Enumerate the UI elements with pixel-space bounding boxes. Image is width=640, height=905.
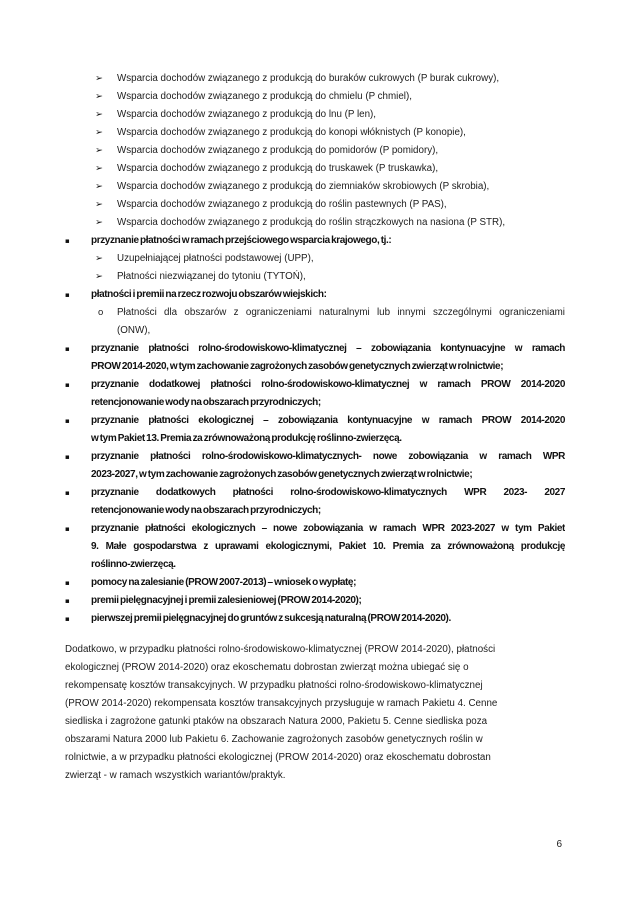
list-item-text (117, 106, 565, 124)
page-number: 6 (556, 839, 562, 850)
circle-bullet-icon: o (98, 307, 104, 318)
arrow-bullet-icon: ➢ (95, 91, 103, 102)
text-line: Wsparcia dochodów związanego z produkcją do buraków cukrowych (P burak cukrowy), (117, 73, 500, 84)
list-item-arrow (65, 250, 565, 268)
arrow-bullet-icon: ➢ (95, 181, 103, 192)
text-line: w tym Pakiet 13. Premia za zrównoważoną produkcję roślinno-zwierzęcą. (91, 433, 402, 444)
square-bullet-icon: ▪ (65, 579, 70, 587)
list-item-arrow (65, 88, 565, 106)
list-item-text (117, 304, 565, 340)
list-item-text (91, 448, 565, 484)
list-item-text (117, 88, 565, 106)
arrow-bullet-icon: ➢ (95, 145, 103, 156)
document-body (65, 70, 565, 785)
list-item-bullet (65, 232, 565, 250)
text-line: retencjonowanie wody na obszarach przyrodniczych; (91, 397, 321, 408)
arrow-bullet-icon: ➢ (95, 217, 103, 228)
square-bullet-icon: ▪ (65, 291, 70, 299)
arrow-bullet-icon: ➢ (95, 199, 103, 210)
text-line: przyznanie płatności rolno-środowiskowo-klimatycznej – zobowiązania kontynuacyjne w ramach (91, 343, 565, 354)
list-item-text (91, 232, 565, 250)
list-item-bullet (65, 484, 565, 520)
text-line: obszarami Natura 2000 lub Pakietu 6. Zachowanie zagrożonych zasobów genetycznych roślin w (65, 734, 483, 745)
text-line: Wsparcia dochodów związanego z produkcją do konopi włóknistych (P konopie), (117, 127, 466, 138)
list-item-arrow (65, 214, 565, 232)
text-line: Wsparcia dochodów związanego z produkcją do ziemniaków skrobiowych (P skrobia), (117, 181, 490, 192)
list-item-text (91, 376, 565, 412)
text-line: przyznanie płatności ekologicznych – nowe zobowiązania w ramach WPR 2023-2027 w tym Pakiet (91, 523, 565, 534)
list-item-bullet (65, 592, 565, 610)
arrow-bullet-icon: ➢ (95, 109, 103, 120)
text-line: 9. Małe gospodarstwa z uprawami ekologicznymi, Pakiet 10. Premia za zrównoważoną produkcję (91, 541, 565, 552)
list-item-bullet (65, 286, 565, 304)
list-item-arrow (65, 142, 565, 160)
text-line: Dodatkowo, w przypadku płatności rolno-środowiskowo-klimatycznej (PROW 2014-2020), płatności (65, 644, 496, 655)
text-line: retencjonowanie wody na obszarach przyrodniczych; (91, 505, 321, 516)
square-bullet-icon: ▪ (65, 597, 70, 605)
square-bullet-icon: ▪ (65, 525, 70, 533)
text-line: Wsparcia dochodów związanego z produkcją do pomidorów (P pomidory), (117, 145, 439, 156)
text-line: roślinno-zwierzęcą. (91, 559, 176, 570)
text-line: (PROW 2014-2020) rekompensata kosztów transakcyjnych przysługuje w ramach Pakietu 4. Cenne (65, 698, 498, 709)
list-item-text (91, 610, 565, 628)
list-item-text (117, 214, 565, 232)
list-item-text (91, 520, 565, 574)
text-line: 2023-2027, w tym zachowanie zagrożonych zasobów genetycznych zwierząt w rolnictwie; (91, 469, 473, 480)
list-item-text (91, 484, 565, 520)
text-line: premii pielęgnacyjnej i premii zalesieniowej (PROW 2014-2020); (91, 595, 362, 606)
text-line: płatności i premii na rzecz rozwoju obszarów wiejskich: (91, 289, 327, 300)
list-item-arrow (65, 178, 565, 196)
text-line: rolnictwie, a w przypadku płatności ekologicznej (PROW 2014-2020) oraz ekoschematu dobrostan (65, 752, 491, 763)
text-line: siedliska i zagrożone gatunki ptaków na obszarach Natura 2000, Pakietu 5. Cenne siedliska poza (65, 716, 488, 727)
list-item-text (117, 70, 565, 88)
text-line: PROW 2014-2020, w tym zachowanie zagrożonych zasobów genetycznych zwierząt w rolnictwie; (91, 361, 504, 372)
list-item-arrow (65, 70, 565, 88)
arrow-bullet-icon: ➢ (95, 253, 103, 264)
list-item-bullet (65, 340, 565, 376)
text-line: Płatności dla obszarów z ograniczeniami naturalnymi lub innymi szczególnymi ograniczeniami (117, 307, 565, 318)
text-line: zwierząt - w ramach wszystkich wariantów/praktyk. (65, 770, 286, 781)
list-item-text (117, 160, 565, 178)
list-item-text (117, 124, 565, 142)
list-item-text (91, 340, 565, 376)
list-item-text (117, 196, 565, 214)
list-item-bullet (65, 412, 565, 448)
text-line: Wsparcia dochodów związanego z produkcją do lnu (P len), (117, 109, 377, 120)
text-line: przyznanie płatności w ramach przejściowego wsparcia krajowego, tj.: (91, 235, 392, 246)
square-bullet-icon: ▪ (65, 417, 70, 425)
text-line: pierwszej premii pielęgnacyjnej do gruntów z sukcesją naturalną (PROW 2014-2020). (91, 613, 451, 624)
square-bullet-icon: ▪ (65, 489, 70, 497)
text-line: ekologicznej (PROW 2014-2020) oraz ekoschematu dobrostan zwierząt można ubiegać się o (65, 662, 469, 673)
arrow-bullet-icon: ➢ (95, 127, 103, 138)
text-line: Wsparcia dochodów związanego z produkcją do truskawek (P truskawka), (117, 163, 439, 174)
square-bullet-icon: ▪ (65, 615, 70, 623)
list-item-text (117, 268, 565, 286)
text-line: Wsparcia dochodów związanego z produkcją do roślin strączkowych na nasiona (P STR), (117, 217, 506, 228)
list-item-bullet (65, 376, 565, 412)
list-item-text (91, 592, 565, 610)
text-line: przyznanie dodatkowych płatności rolno-środowiskowo-klimatycznych WPR 2023- 2027 (91, 487, 565, 498)
list-item-arrow (65, 124, 565, 142)
list-item-arrow (65, 196, 565, 214)
list-item-arrow (65, 268, 565, 286)
list-item-text (91, 574, 565, 592)
text-line: przyznanie dodatkowej płatności rolno-środowiskowo-klimatycznej w ramach PROW 2014-2020 (91, 379, 565, 390)
text-line: Wsparcia dochodów związanego z produkcją do chmielu (P chmiel), (117, 91, 412, 102)
list-item-bullet (65, 574, 565, 592)
list-item-text (117, 250, 565, 268)
square-bullet-icon: ▪ (65, 237, 70, 245)
list-item-text (91, 286, 565, 304)
list-item-bullet (65, 610, 565, 628)
text-line: Wsparcia dochodów związanego z produkcją do roślin pastewnych (P PAS), (117, 199, 447, 210)
list-item-text (117, 178, 565, 196)
text-line: Uzupełniającej płatności podstawowej (UPP), (117, 253, 314, 264)
arrow-bullet-icon: ➢ (95, 73, 103, 84)
arrow-bullet-icon: ➢ (95, 163, 103, 174)
square-bullet-icon: ▪ (65, 381, 70, 389)
list-item-text (117, 142, 565, 160)
square-bullet-icon: ▪ (65, 453, 70, 461)
list-item-text (91, 412, 565, 448)
list-item-arrow (65, 106, 565, 124)
list-item-bullet (65, 520, 565, 574)
list-item-bullet (65, 448, 565, 484)
text-line: przyznanie płatności ekologicznej – zobowiązania kontynuacyjne w ramach PROW 2014-2020 (91, 415, 565, 426)
text-line: rekompensatę kosztów transakcyjnych. W przypadku płatności rolno-środowiskowo-klimatycznej (65, 680, 483, 691)
text-line: pomocy na zalesianie (PROW 2007-2013) – wniosek o wypłatę; (91, 577, 357, 588)
list-item-arrow (65, 160, 565, 178)
text-line: przyznanie płatności rolno-środowiskowo-klimatycznych- nowe zobowiązania w ramach WPR (91, 451, 565, 462)
square-bullet-icon: ▪ (65, 345, 70, 353)
closing-paragraph (65, 641, 565, 785)
text-line: (ONW), (117, 325, 151, 336)
list-item-circle (65, 304, 565, 340)
arrow-bullet-icon: ➢ (95, 271, 103, 282)
text-line: Płatności niezwiązanej do tytoniu (TYTOŃ), (117, 271, 306, 282)
